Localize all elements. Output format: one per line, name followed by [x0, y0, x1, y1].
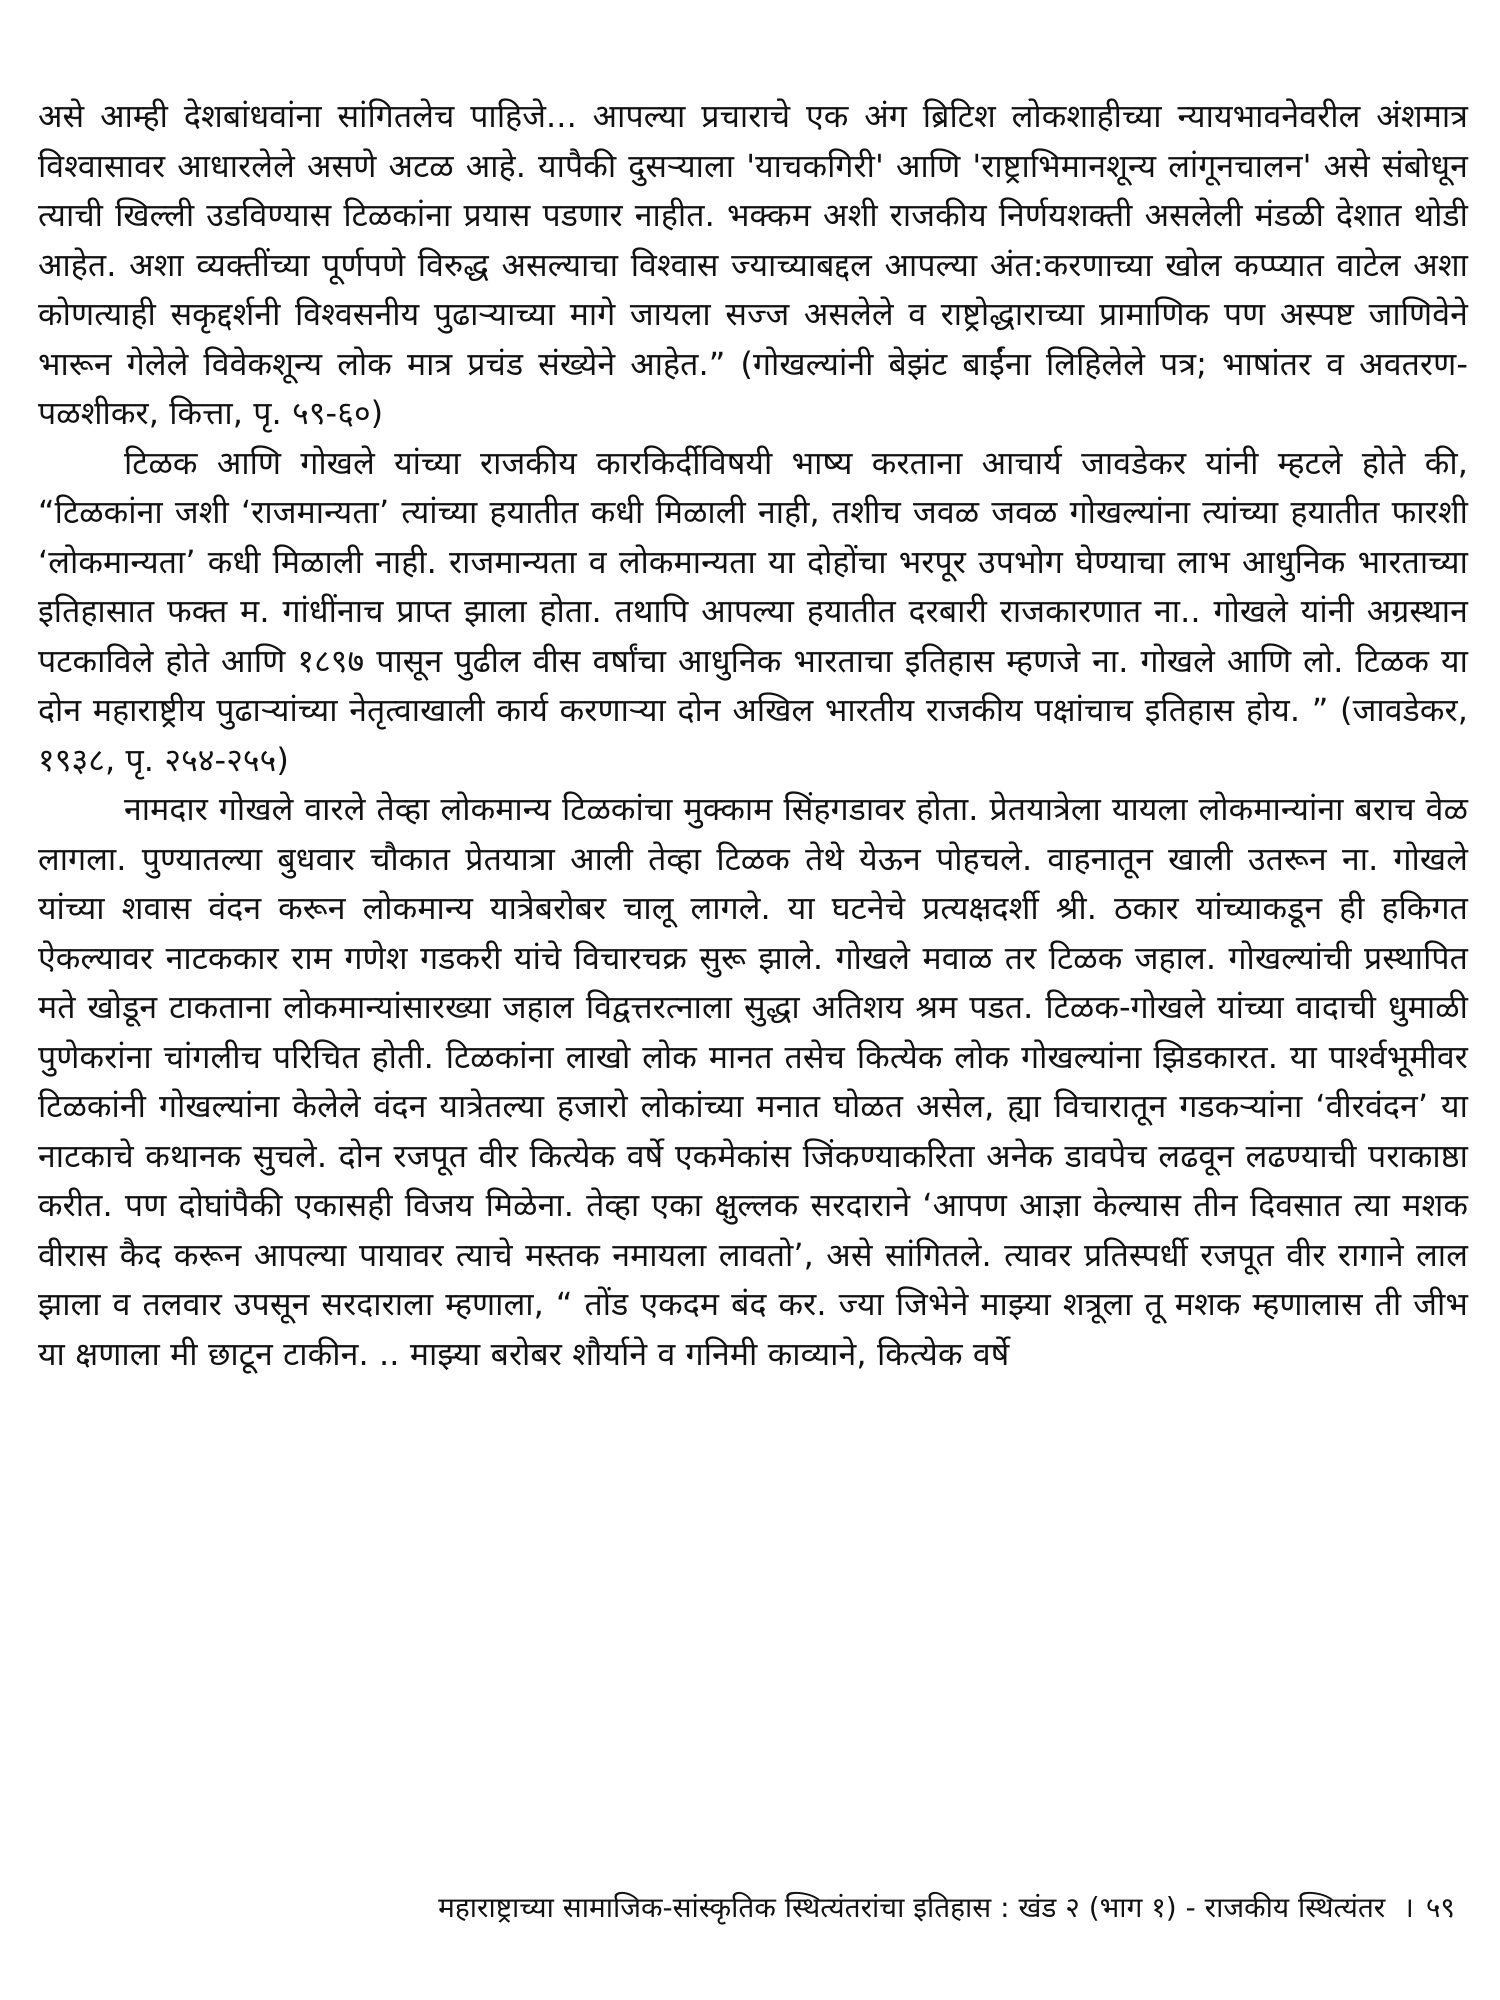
- page-footer: [40, 1888, 1455, 1928]
- paragraph-javadekar-commentary: टिळक आणि गोखले यांच्या राजकीय कारकिर्दीविषयी भाष्य करताना आचार्य जावडेकर यांनी म्हटले होते की, “टिळकांना जशी ‘राजमान्यता’ त्यांच्या हयातीत कधी मिळाली नाही, तशीच जवळ जवळ गोखल्यांना त्यांच्या हयातीत फारशी ‘लोकमान्यता’ कधी मिळाली नाही. राजमान्यता व लोकमान्यता या दोहोंचा भरपूर उपभोग घेण्याचा लाभ आधुनिक भारताच्या इतिहासात फक्त म. गांधींनाच प्राप्त झाला होता. तथापि आपल्या हयातीत दरबारी राजकारणात ना.. गोखले यांनी अग्रस्थान पटकाविले होते आणि १८९७ पासून पुढील वीस वर्षांचा आधुनिक भारताचा इतिहास म्हणजे ना. गोखले आणि लो. टिळक या दोन महाराष्ट्रीय पुढाऱ्यांच्या नेतृत्वाखाली कार्य करणाऱ्या दोन अखिल भारतीय राजकीय पक्षांचाच इतिहास होय. ” (जावडेकर, १९३८, पृ. २५४-२५५): [38, 443, 1468, 779]
- paragraph-gokhale-letter-quote: असे आम्ही देशबांधवांना सांगितलेच पाहिजे... आपल्या प्रचाराचे एक अंग ब्रिटिश लोकशाहीच्या न्यायभावनेवरील अंशमात्र विश्वासावर आधारलेले असणे अटळ आहे. यापैकी दुसऱ्याला 'याचकगिरी' आणि 'राष्ट्राभिमानशून्य लांगूनचालन' असे संबोधून त्याची खिल्ली उडविण्यास टिळकांना प्रयास पडणार नाहीत. भक्कम अशी राजकीय निर्णयशक्ती असलेली मंडळी देशात थोडी आहेत. अशा व्यक्तींच्या पूर्णपणे विरुद्ध असल्याचा विश्वास ज्याच्याबद्दल आपल्या अंत:करणाच्या खोल कप्प्यात वाटेल अशा कोणत्याही सकृद्दर्शनी विश्वसनीय पुढाऱ्याच्या मागे जायला सज्ज असलेले व राष्ट्रोद्धाराच्या प्रामाणिक पण अस्पष्ट जाणिवेने भारून गेलेले विवेकशून्य लोक मात्र प्रचंड संख्येने आहेत.” (गोखल्यांनी बेझंट बाईंना लिहिलेले पत्र; भाषांतर व अवतरण- पळशीकर, कित्ता, पृ. ५९-६०): [38, 97, 1468, 432]
- page-number: ५९: [1425, 1891, 1455, 1924]
- paragraph-veervandan-story: नामदार गोखले वारले तेव्हा लोकमान्य टिळकांचा मुक्काम सिंहगडावर होता. प्रेतयात्रेला यायला लोकमान्यांना बराच वेळ लागला. पुण्यातल्या बुधवार चौकात प्रेतयात्रा आली तेव्हा टिळक तेथे येऊन पोहचले. वाहनातून खाली उतरून ना. गोखले यांच्या शवास वंदन करून लोकमान्य यात्रेबरोबर चालू लागले. या घटनेचे प्रत्यक्षदर्शी श्री. ठकार यांच्याकडून ही हकिगत ऐकल्यावर नाटककार राम गणेश गडकरी यांचे विचारचक्र सुरू झाले. गोखले मवाळ तर टिळक जहाल. गोखल्यांची प्रस्थापित मते खोडून टाकताना लोकमान्यांसारख्या जहाल विद्वत्तरत्नाला सुद्धा अतिशय श्रम पडत. टिळक-गोखले यांच्या वादाची धुमाळी पुणेकरांना चांगलीच परिचित होती. टिळकांना लाखो लोक मानत तसेच कित्येक लोक गोखल्यांना झिडकारत. या पार्श्वभूमीवर टिळकांनी गोखल्यांना केलेले वंदन यात्रेतल्या हजारो लोकांच्या मनात घोळत असेल, ह्या विचारातून गडकऱ्यांना ‘वीरवंदन’ या नाटकाचे कथानक सुचले. दोन रजपूत वीर कित्येक वर्षे एकमेकांस जिंकण्याकरिता अनेक डावपेच लढवून लढण्याची पराकाष्ठा करीत. पण दोघांपैकी एकासही विजय मिळेना. तेव्हा एका क्षुल्लक सरदाराने ‘आपण आज्ञा केल्यास तीन दिवसात त्या मशक वीरास कैद करून आपल्या पायावर त्याचे मस्तक नमायला लावतो’, असे सांगितले. त्यावर प्रतिस्पर्धी रजपूत वीर रागाने लाल झाला व तलवार उपसून सरदाराला म्हणाला, “ तोंड एकदम बंद कर. ज्या जिभेने माझ्या शत्रूला तू मशक म्हणालास ती जीभ या क्षणाला मी छाटून टाकीन. .. माझ्या बरोबर शौर्याने व गनिमी काव्याने, कित्येक वर्षे: [38, 790, 1468, 1373]
- document-page: [38, 92, 1468, 1872]
- footer-running-title: महाराष्ट्राच्या सामाजिक-सांस्कृतिक स्थित्यंतरांचा इतिहास : खंड २ (भाग १) - राजकीय स्थित्यंतर: [438, 1891, 1386, 1924]
- footer-separator: ।: [1403, 1891, 1414, 1924]
